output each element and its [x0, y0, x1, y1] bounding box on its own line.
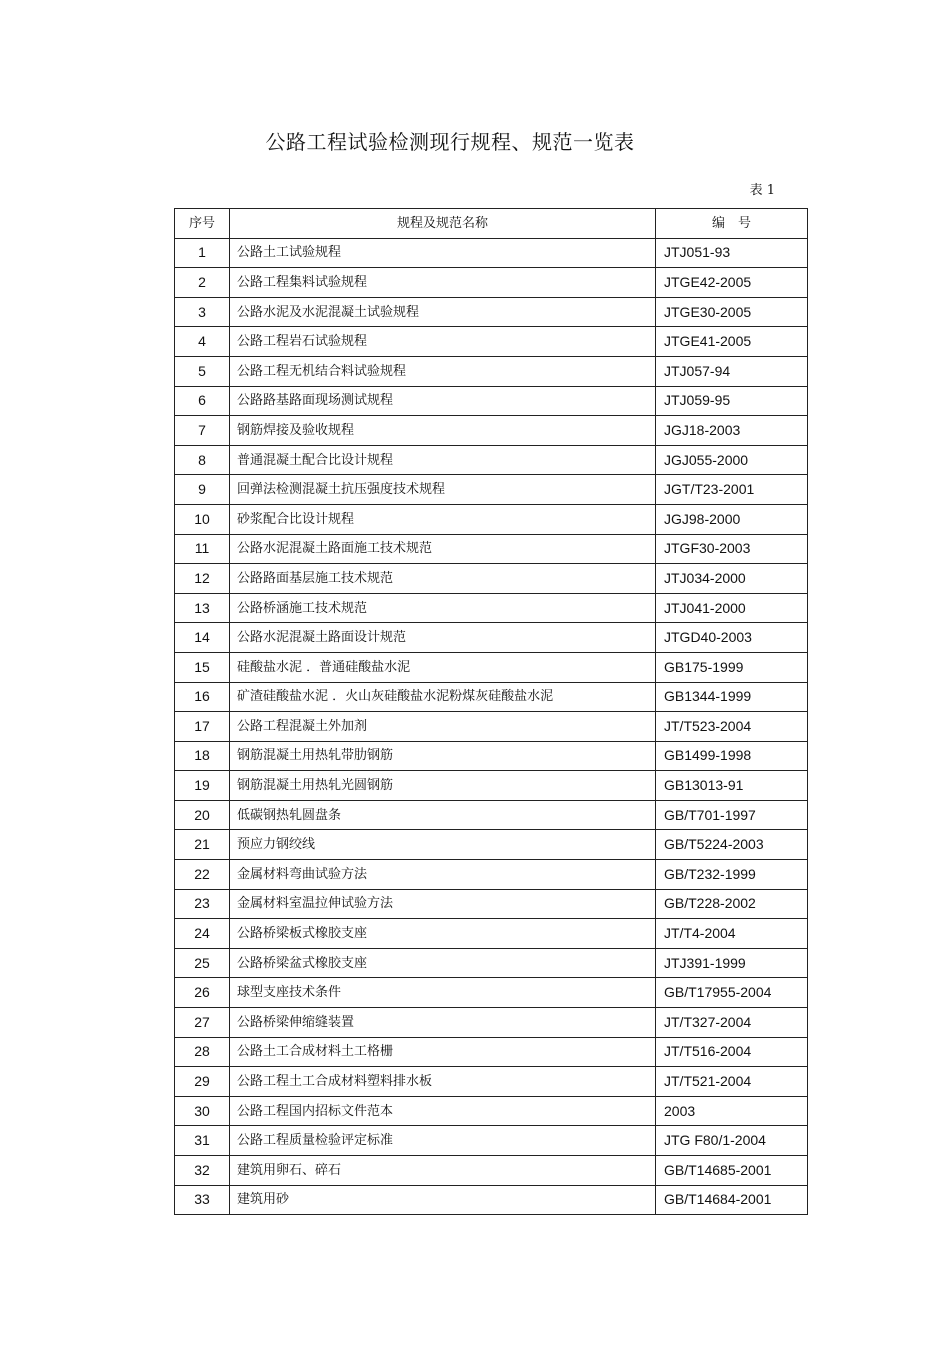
row-number: 7 [175, 416, 230, 446]
standard-name: 回弹法检测混凝土抗压强度技术规程 [230, 475, 656, 505]
standard-name: 建筑用砂 [230, 1185, 656, 1215]
standard-code: JTGF30-2003 [656, 534, 808, 564]
table-row [175, 682, 808, 712]
row-number: 24 [175, 919, 230, 949]
row-number: 9 [175, 475, 230, 505]
row-number: 8 [175, 445, 230, 475]
standard-code: JTGE41-2005 [656, 327, 808, 357]
standard-name: 公路桥涵施工技术规范 [230, 593, 656, 623]
header-index: 序号 [175, 209, 230, 239]
standards-table [174, 208, 808, 1215]
row-number: 13 [175, 593, 230, 623]
standard-name: 金属材料室温拉伸试验方法 [230, 889, 656, 919]
standard-code: JT/T327-2004 [656, 1008, 808, 1038]
table-row [175, 712, 808, 742]
standard-name: 公路工程质量检验评定标准 [230, 1126, 656, 1156]
standard-name: 公路水泥混凝土路面施工技术规范 [230, 534, 656, 564]
row-number: 22 [175, 860, 230, 890]
standard-name: 公路工程集料试验规程 [230, 268, 656, 298]
table-row [175, 1185, 808, 1215]
standard-code: GB/T17955-2004 [656, 978, 808, 1008]
table-row [175, 534, 808, 564]
standard-code: JT/T523-2004 [656, 712, 808, 742]
table-row [175, 1008, 808, 1038]
table-row [175, 593, 808, 623]
row-number: 16 [175, 682, 230, 712]
standard-name: 公路工程无机结合料试验规程 [230, 356, 656, 386]
standard-name: 公路桥梁盆式橡胶支座 [230, 948, 656, 978]
standard-name: 公路工程国内招标文件范本 [230, 1096, 656, 1126]
standard-code: JT/T521-2004 [656, 1067, 808, 1097]
standard-code: JTJ034-2000 [656, 564, 808, 594]
row-number: 1 [175, 238, 230, 268]
row-number: 26 [175, 978, 230, 1008]
row-number: 25 [175, 948, 230, 978]
standard-code: GB1344-1999 [656, 682, 808, 712]
table-row [175, 741, 808, 771]
standard-name: 钢筋混凝土用热轧带肋钢筋 [230, 741, 656, 771]
table-row [175, 327, 808, 357]
row-number: 2 [175, 268, 230, 298]
row-number: 11 [175, 534, 230, 564]
standard-code: GB/T14685-2001 [656, 1156, 808, 1186]
standard-name: 低碳钢热轧圆盘条 [230, 800, 656, 830]
standard-name: 公路路面基层施工技术规范 [230, 564, 656, 594]
standard-code: GB/T228-2002 [656, 889, 808, 919]
table-row [175, 889, 808, 919]
table-header [175, 209, 808, 239]
table-row [175, 475, 808, 505]
table-row [175, 564, 808, 594]
table-row [175, 504, 808, 534]
document-title: 公路工程试验检测现行规程、规范一览表 [265, 130, 635, 154]
standard-name: 矿渣硅酸盐水泥 ．火山灰硅酸盐水泥粉煤灰硅酸盐水泥 [230, 682, 656, 712]
table-row [175, 1126, 808, 1156]
table-row [175, 1067, 808, 1097]
table-row [175, 356, 808, 386]
standard-code: JTJ059-95 [656, 386, 808, 416]
standard-name: 普通混凝土配合比设计规程 [230, 445, 656, 475]
row-number: 27 [175, 1008, 230, 1038]
row-number: 6 [175, 386, 230, 416]
table-row [175, 652, 808, 682]
standard-name: 砂浆配合比设计规程 [230, 504, 656, 534]
row-number: 23 [175, 889, 230, 919]
table-row [175, 948, 808, 978]
table-row [175, 800, 808, 830]
standard-code: GB/T5224-2003 [656, 830, 808, 860]
row-number: 21 [175, 830, 230, 860]
standard-code: GB/T232-1999 [656, 860, 808, 890]
standard-code: GB/T701-1997 [656, 800, 808, 830]
row-number: 30 [175, 1096, 230, 1126]
table-row [175, 386, 808, 416]
standard-code: GB13013-91 [656, 771, 808, 801]
row-number: 18 [175, 741, 230, 771]
table-row [175, 1156, 808, 1186]
standard-code: JTGE30-2005 [656, 297, 808, 327]
row-number: 32 [175, 1156, 230, 1186]
standard-code: JGJ18-2003 [656, 416, 808, 446]
standard-code: JTJ057-94 [656, 356, 808, 386]
table-label: 表 1 [749, 183, 775, 198]
standard-name: 公路工程土工合成材料塑料排水板 [230, 1067, 656, 1097]
standard-code: GB1499-1998 [656, 741, 808, 771]
standard-code: JTG F80/1-2004 [656, 1126, 808, 1156]
standard-code: JTJ051-93 [656, 238, 808, 268]
standard-code: JT/T516-2004 [656, 1037, 808, 1067]
row-number: 12 [175, 564, 230, 594]
row-number: 3 [175, 297, 230, 327]
standard-code: JTJ391-1999 [656, 948, 808, 978]
table-body [175, 238, 808, 1215]
row-number: 15 [175, 652, 230, 682]
row-number: 10 [175, 504, 230, 534]
standard-name: 预应力钢绞线 [230, 830, 656, 860]
standard-name: 公路工程岩石试验规程 [230, 327, 656, 357]
standard-name: 公路水泥混凝土路面设计规范 [230, 623, 656, 653]
standard-name: 钢筋焊接及验收规程 [230, 416, 656, 446]
table-row [175, 416, 808, 446]
row-number: 14 [175, 623, 230, 653]
standard-name: 公路土工合成材料土工格栅 [230, 1037, 656, 1067]
row-number: 5 [175, 356, 230, 386]
standard-code: JTJ041-2000 [656, 593, 808, 623]
standard-code: JGT/T23-2001 [656, 475, 808, 505]
standard-code: GB175-1999 [656, 652, 808, 682]
row-number: 4 [175, 327, 230, 357]
table-row [175, 1037, 808, 1067]
standard-name: 公路路基路面现场测试规程 [230, 386, 656, 416]
standard-code: JTGE42-2005 [656, 268, 808, 298]
row-number: 33 [175, 1185, 230, 1215]
header-row [175, 209, 808, 239]
standard-code: JGJ055-2000 [656, 445, 808, 475]
standard-code: 2003 [656, 1096, 808, 1126]
standard-name: 硅酸盐水泥 ．普通硅酸盐水泥 [230, 652, 656, 682]
standard-name: 钢筋混凝土用热轧光圆钢筋 [230, 771, 656, 801]
table-row [175, 1096, 808, 1126]
row-number: 17 [175, 712, 230, 742]
row-number: 19 [175, 771, 230, 801]
table-row [175, 830, 808, 860]
table-row [175, 623, 808, 653]
standard-code: JT/T4-2004 [656, 919, 808, 949]
standard-code: GB/T14684-2001 [656, 1185, 808, 1215]
standard-name: 公路桥梁伸缩缝装置 [230, 1008, 656, 1038]
standard-name: 公路桥梁板式橡胶支座 [230, 919, 656, 949]
header-name: 规程及规范名称 [230, 209, 656, 239]
standard-code: JGJ98-2000 [656, 504, 808, 534]
standard-name: 公路工程混凝土外加剂 [230, 712, 656, 742]
header-code: 编 号 [656, 209, 808, 239]
standard-name: 球型支座技术条件 [230, 978, 656, 1008]
standard-name: 公路水泥及水泥混凝土试验规程 [230, 297, 656, 327]
table-row [175, 860, 808, 890]
row-number: 28 [175, 1037, 230, 1067]
table-row [175, 238, 808, 268]
standard-name: 建筑用卵石、碎石 [230, 1156, 656, 1186]
standard-name: 公路土工试验规程 [230, 238, 656, 268]
table-row [175, 445, 808, 475]
row-number: 29 [175, 1067, 230, 1097]
table-row [175, 771, 808, 801]
row-number: 31 [175, 1126, 230, 1156]
table-row [175, 297, 808, 327]
table-row [175, 268, 808, 298]
table-row [175, 978, 808, 1008]
standard-code: JTGD40-2003 [656, 623, 808, 653]
standard-name: 金属材料弯曲试验方法 [230, 860, 656, 890]
row-number: 20 [175, 800, 230, 830]
table-row [175, 919, 808, 949]
